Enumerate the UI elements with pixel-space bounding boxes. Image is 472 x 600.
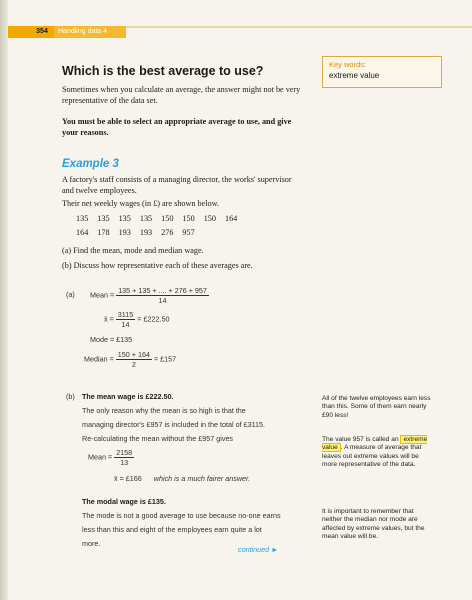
recalc-denominator: 13 — [120, 458, 129, 467]
objective-paragraph: You must be able to select an appropriate average to use, and give your reasons. — [62, 117, 292, 137]
recalc-result-line — [114, 474, 250, 483]
header-rule — [126, 26, 472, 28]
key-words-title: Key words: — [329, 60, 367, 69]
median-calculation — [84, 350, 176, 369]
wages-row-1 — [76, 214, 246, 223]
wage-value: 150 — [203, 214, 216, 223]
side-note-text: The value 957 is called an — [322, 436, 399, 443]
intro-paragraph: Sometimes when you calculate an average, the answer might not be very representative of the data set. — [62, 85, 301, 105]
section-tag: Handling data 4 — [54, 26, 126, 38]
median-denominator: 2 — [131, 360, 136, 369]
header-accent-bar — [8, 26, 30, 38]
wages-row-2 — [76, 228, 204, 237]
wage-value: 164 — [76, 228, 89, 237]
recalc-fraction — [114, 448, 134, 467]
mean-denominator: 14 — [158, 296, 167, 305]
mean-label: Mean = — [90, 290, 115, 300]
mean-result: = £222.50 — [137, 314, 170, 324]
key-words-value: extreme value — [329, 71, 380, 80]
modal-explanation-3: more. — [82, 539, 101, 548]
recalc-numerator: 2158 — [116, 448, 133, 457]
wage-value: 135 — [139, 214, 153, 223]
sum-numerator: 3115 — [117, 310, 134, 319]
mean-numerator: 135 + 135 + .... + 276 + 957 — [118, 286, 207, 295]
wage-value: 150 — [161, 214, 174, 223]
wage-value: 193 — [118, 228, 131, 237]
modal-heading: The modal wage is £135. — [82, 497, 166, 506]
sum-fraction — [116, 310, 135, 329]
side-note-median-mode: It is important to remember that neither the median nor mode are affected by extreme values, but the mean value will be. — [322, 508, 425, 541]
example-wages-intro: Their net weekly wages (in £) are shown below. — [62, 199, 220, 208]
wage-value: 193 — [139, 228, 153, 237]
median-label: Median = — [84, 354, 114, 364]
median-numerator: 150 + 164 — [117, 350, 150, 359]
mean-heading: The mean wage is £222.50. — [82, 392, 174, 401]
example-text: A factory's staff consists of a managing director, the works' supervisor and twelve employees. — [62, 175, 292, 195]
extreme-value-highlight: extreme value — [322, 436, 428, 452]
wage-value: 164 — [224, 214, 238, 223]
example-heading: Example 3 — [62, 158, 119, 170]
wage-value: 135 — [97, 214, 110, 223]
question-a: (a) Find the mean, mode and median wage. — [62, 246, 204, 255]
page-title: Which is the best average to use? — [62, 64, 264, 78]
mode-result: Mode = £135 — [90, 335, 133, 344]
key-words-box — [322, 56, 442, 88]
recalc-note: which is a much fairer answer. — [153, 474, 251, 483]
modal-explanation-2: less than this and eight of the employees earn quite a lot — [82, 525, 262, 534]
recalc-mean — [88, 448, 134, 467]
recalc-label: Mean = — [88, 452, 113, 462]
side-note-employees: All of the twelve employees earn less than this. Some of them earn nearly £90 less! — [322, 395, 431, 419]
mean-calculation — [90, 286, 209, 305]
mean-sum-calculation — [104, 310, 169, 329]
median-result: = £157 — [153, 354, 177, 364]
part-a-label: (a) — [66, 290, 75, 299]
wage-value: 135 — [118, 214, 131, 223]
sum-denominator: 14 — [121, 320, 130, 329]
side-note-text: . A measure of average that leaves out extreme values will be more representative of the data. — [322, 444, 422, 469]
recalc-result: x̄ = £166 — [114, 474, 142, 483]
part-b-label: (b) — [66, 392, 75, 401]
mean-explanation-3: Re-calculating the mean without the £957 gives — [82, 434, 234, 443]
page-number: 354 — [30, 26, 54, 38]
median-fraction — [116, 350, 152, 369]
mean-explanation-2: managing director's £957 is included in the total of £3115. — [82, 420, 266, 429]
question-b: (b) Discuss how representative each of these averages are. — [62, 261, 253, 270]
wage-value: 178 — [97, 228, 110, 237]
xbar-label: x̄ = — [104, 314, 114, 324]
mean-explanation-1: The only reason why the mean is so high is that the — [82, 406, 246, 415]
mean-fraction — [116, 286, 209, 305]
wage-value: 957 — [182, 228, 195, 237]
wage-value: 135 — [76, 214, 89, 223]
modal-explanation-1: The mode is not a good average to use because no-one earns — [82, 511, 281, 520]
side-note-extreme-value — [322, 436, 432, 470]
continued-label: continued ► — [238, 545, 279, 554]
wage-value: 150 — [182, 214, 195, 223]
page-header — [8, 26, 472, 38]
wage-value: 276 — [161, 228, 174, 237]
page-spine — [0, 0, 8, 600]
